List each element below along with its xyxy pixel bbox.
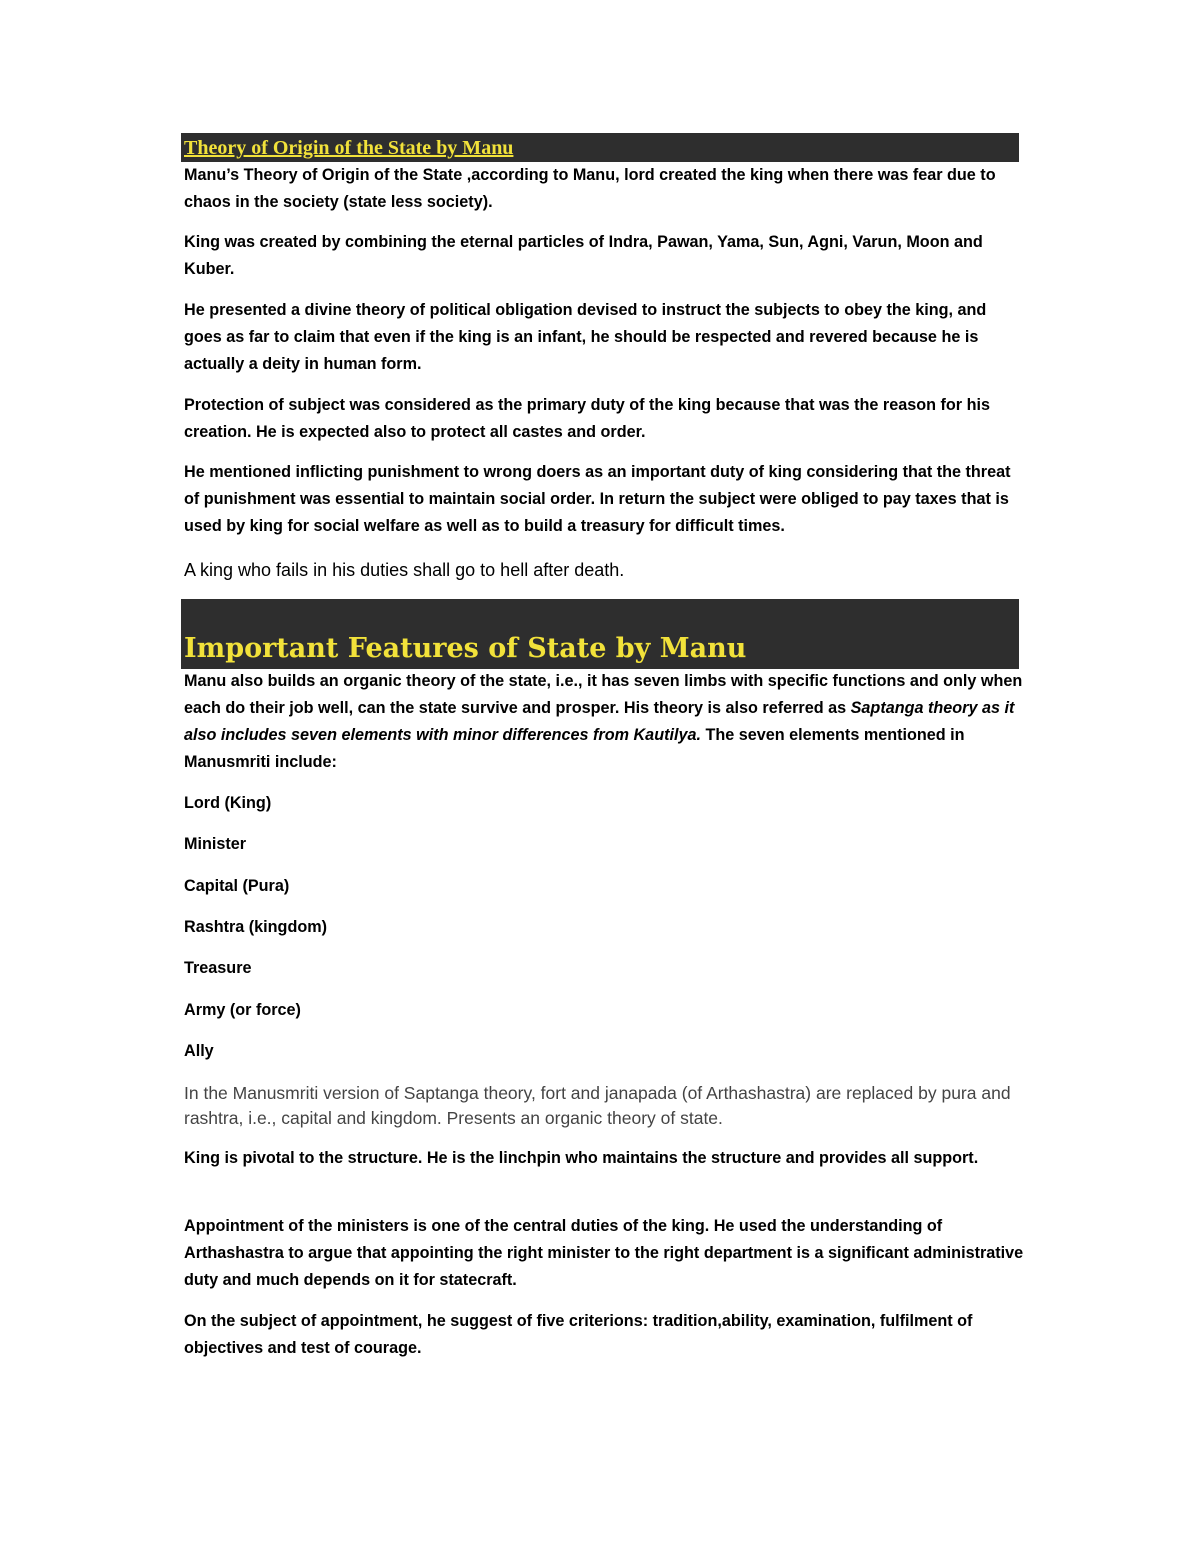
intro-text-end: The seven elements mentioned in Manusmriti include:	[184, 726, 965, 771]
list-item: Ally	[184, 1042, 214, 1060]
section-heading-bar	[181, 133, 1019, 162]
paragraph-king-pivotal: King is pivotal to the structure. He is the linchpin who maintains the structure and provides all support.	[184, 1149, 979, 1167]
section-heading-bar	[181, 599, 1019, 669]
paragraph-organic-theory	[184, 668, 1024, 776]
paragraph-manusmriti-version: In the Manusmriti version of Saptanga theory, fort and janapada (of Arthashastra) are replaced by pura and rashtra, i.e., capital and kingdom. Presents an organic theory of state.	[184, 1083, 1011, 1128]
list-item: Capital (Pura)	[184, 877, 290, 895]
paragraph-protection: Protection of subject was considered as the primary duty of the king because that was the reason for his creation. He is expected also to protect all castes and order.	[184, 396, 990, 441]
paragraph-divine-theory: He presented a divine theory of political obligation devised to instruct the subjects to obey the king, and goes as far to claim that even if the king is an infant, he should be respected and revered because he is actually a deity in human form.	[184, 301, 987, 373]
list-item: Rashtra (kingdom)	[184, 918, 328, 936]
paragraph-closing: A king who fails in his duties shall go to hell after death.	[184, 560, 625, 580]
list-item: Treasure	[184, 959, 252, 977]
intro-text: Manu also builds an organic theory of the state, i.e., it has seven limbs with specific functions and only when each do their job well, can the state survive and prosper. His theory is also referred as	[184, 672, 1023, 717]
paragraph-appointment: Appointment of the ministers is one of the central duties of the king. He used the understanding of Arthashastra to argue that appointing the right minister to the right department is a significant administrative duty and much depends on it for statecraft.	[184, 1217, 1024, 1289]
paragraph-criterions: On the subject of appointment, he suggest of five criterions: tradition,ability, examination, fulfilment of objectives and test of courage.	[184, 1312, 973, 1357]
paragraph-origin-intro: Manu’s Theory of Origin of the State ,according to Manu, lord created the king when there was fear due to chaos in the society (state less society).	[184, 166, 996, 211]
section-heading-features: Important Features of State by Manu	[184, 633, 747, 664]
paragraph-king-creation: King was created by combining the eternal particles of Indra, Pawan, Yama, Sun, Agni, Varun, Moon and Kuber.	[184, 233, 983, 278]
list-item: Minister	[184, 835, 247, 853]
paragraph-punishment: He mentioned inflicting punishment to wrong doers as an important duty of king considering that the threat of punishment was essential to maintain social order. In return the subject were obliged to pay taxes that is used by king for social welfare as well as to build a treasury for difficult times.	[184, 463, 1011, 535]
section-heading-origin: Theory of Origin of the State by Manu	[184, 137, 514, 159]
list-item: Army (or force)	[184, 1001, 301, 1019]
list-item: Lord (King)	[184, 794, 272, 812]
intro-italic-text: Saptanga theory as it also includes seven elements with minor differences from Kautilya.	[184, 699, 1015, 744]
